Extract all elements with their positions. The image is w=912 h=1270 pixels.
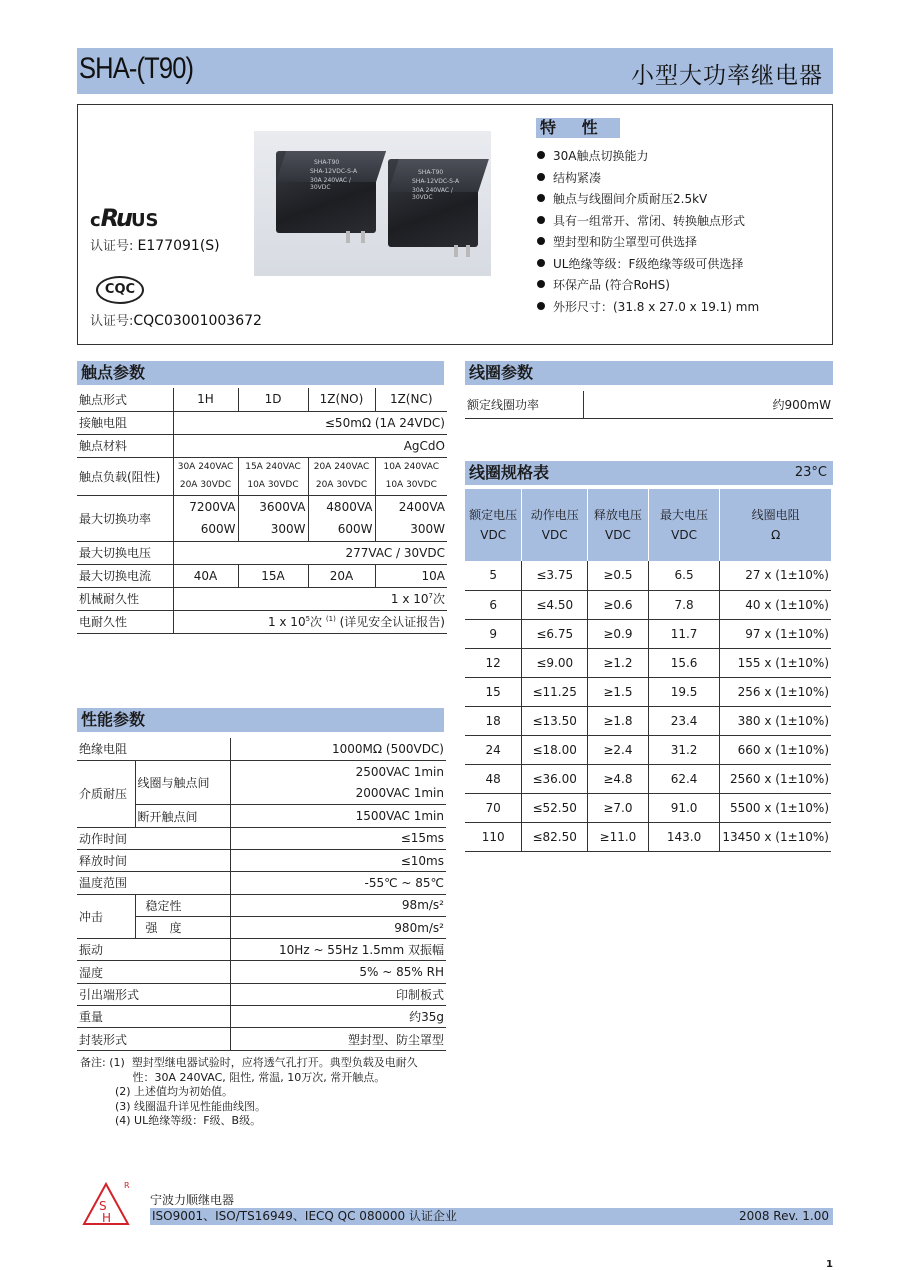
- performance-table: [77, 738, 446, 1051]
- model-name: SHA-(T90): [79, 52, 194, 85]
- feature-item: 塑封型和防尘罩型可供选择: [537, 232, 759, 254]
- coil-spec-row: [465, 764, 831, 793]
- table-row: 20A 30VDC 10A 30VDC 20A 30VDC 10A 30VDC: [77, 476, 447, 495]
- table-row: 释放时间 ≤10ms: [77, 849, 446, 871]
- feature-item: 外形尺寸：(31.8 x 27.0 x 19.1) mm: [537, 297, 759, 319]
- coil-spec-cell: 143.0: [648, 822, 720, 851]
- ul-cert-number: E177091(S): [137, 238, 220, 254]
- table-row: 温度范围 -55℃ ~ 85℃: [77, 872, 446, 894]
- coil-spec-cell: ≥4.8: [588, 764, 649, 793]
- table-row: 触点负载(阻性) 30A 240VAC 15A 240VAC 20A 240VAC 10A 240VAC: [77, 457, 447, 476]
- coil-param-table: [465, 391, 833, 419]
- coil-spec-cell: 31.2: [648, 735, 720, 764]
- product-photo: [254, 131, 491, 276]
- note-line: (3) 线圈温升详见性能曲线图。: [80, 1099, 267, 1113]
- cqc-cert-number: CQC03001003672: [133, 313, 262, 329]
- table-row: 介质耐压 线圈与触点间 2500VAC 1min: [77, 760, 446, 782]
- coil-spec-table: [465, 489, 831, 852]
- relay-image-right: SHA-T90 SHA-12VDC-S-A 30A 240VAC / 30VDC: [388, 159, 478, 247]
- coil-spec-row: [465, 706, 831, 735]
- notes: [80, 1056, 418, 1129]
- table-row: 机械耐久性 1 x $10^7$次: [77, 587, 447, 610]
- table-row: 600W 300W 600W 300W: [77, 518, 447, 541]
- page-number: 1: [826, 1259, 833, 1270]
- coil-section-title: 线圈参数: [465, 361, 833, 385]
- product-title: 小型大功率继电器: [631, 63, 823, 89]
- table-header-row: 额定电压 VDC 动作电压 VDC 释放电压 VDC 最大电压 VDC 线圈电阻 Ω: [465, 489, 831, 561]
- table-row: 断开触点间 1500VAC 1min: [77, 805, 446, 827]
- feature-item: 触点与线圈间介质耐压2.5kV: [537, 189, 759, 211]
- coil-spec-cell: 19.5: [648, 677, 720, 706]
- coil-spec-cell: 40 x (1±10%): [720, 590, 831, 619]
- coil-spec-cell: ≥0.5: [588, 561, 649, 590]
- coil-spec-cell: ≥0.6: [588, 590, 649, 619]
- cqc-logo: CQC: [96, 276, 144, 304]
- footer-bar: [150, 1208, 833, 1225]
- table-row: 湿度 5% ~ 85% RH: [77, 961, 446, 983]
- company-name: 宁波力顺继电器: [150, 1193, 235, 1207]
- table-row: 振动 10Hz ~ 55Hz 1.5mm 双振幅: [77, 939, 446, 961]
- coil-spec-cell: 91.0: [648, 793, 720, 822]
- coil-spec-cell: ≥1.2: [588, 648, 649, 677]
- coil-spec-cell: 110: [465, 822, 522, 851]
- svg-text:R: R: [124, 1181, 130, 1190]
- coil-spec-cell: ≥1.8: [588, 706, 649, 735]
- table-row: 电耐久性 1 x $10^5$次 $^{(1)}$ (详见安全认证报告): [77, 610, 447, 633]
- cqc-cert-line: 认证号:CQC03001003672: [90, 313, 262, 329]
- ul-cert-line: 认证号: E177091(S): [90, 238, 220, 254]
- feature-item: 结构紧凑: [537, 168, 759, 190]
- table-row: 触点形式 1H 1D 1Z(NO) 1Z(NC): [77, 388, 447, 411]
- coil-spec-cell: 62.4: [648, 764, 720, 793]
- coil-spec-cell: 2560 x (1±10%): [720, 764, 831, 793]
- coil-spec-cell: ≤18.00: [522, 735, 588, 764]
- coil-spec-cell: ≤52.50: [522, 793, 588, 822]
- coil-spec-cell: ≤36.00: [522, 764, 588, 793]
- coil-spec-row: [465, 619, 831, 648]
- coil-spec-cell: 256 x (1±10%): [720, 677, 831, 706]
- table-row: 重量 约35g: [77, 1006, 446, 1028]
- coil-spec-row: [465, 735, 831, 764]
- header-bar: [77, 48, 833, 94]
- features-title: 特 性: [536, 118, 620, 138]
- table-row: 额定线圈功率 约900mW: [465, 391, 833, 418]
- feature-item: 30A触点切换能力: [537, 146, 759, 168]
- coil-spec-cell: 15.6: [648, 648, 720, 677]
- coil-spec-row: [465, 561, 831, 590]
- coil-spec-cell: 12: [465, 648, 522, 677]
- coil-spec-cell: 9: [465, 619, 522, 648]
- coil-spec-cell: 15: [465, 677, 522, 706]
- coil-spec-cell: ≤13.50: [522, 706, 588, 735]
- coil-spec-cell: ≤82.50: [522, 822, 588, 851]
- table-row: 接触电阻 ≤50mΩ (1A 24VDC): [77, 411, 447, 434]
- coil-spec-cell: 660 x (1±10%): [720, 735, 831, 764]
- coil-spec-cell: 23.4: [648, 706, 720, 735]
- table-row: 触点材料 AgCdO: [77, 434, 447, 457]
- feature-item: 具有一组常开、常闭、转换触点形式: [537, 211, 759, 233]
- table-row: 2000VAC 1min: [77, 783, 446, 805]
- coil-spec-cell: 27 x (1±10%): [720, 561, 831, 590]
- table-row: 最大切换功率 7200VA 3600VA 4800VA 2400VA: [77, 495, 447, 518]
- table-row: 绝缘电阻 1000MΩ (500VDC): [77, 738, 446, 760]
- feature-item: 环保产品 (符合RoHS): [537, 275, 759, 297]
- revision: 2008 Rev. 1.00: [738, 1209, 829, 1223]
- coil-spec-cell: 7.8: [648, 590, 720, 619]
- ul-logo: cRuUS: [90, 204, 159, 232]
- coil-spec-cell: ≥7.0: [588, 793, 649, 822]
- svg-text:H: H: [102, 1211, 112, 1225]
- svg-text:S: S: [99, 1199, 107, 1213]
- coil-spec-cell: 11.7: [648, 619, 720, 648]
- coil-spec-row: [465, 648, 831, 677]
- coil-spec-cell: 380 x (1±10%): [720, 706, 831, 735]
- note-line: 备注: (1) 塑封型继电器试验时，应将透气孔打开。典型负载及电耐久: [80, 1056, 418, 1069]
- table-row: 冲击 稳定性 98m/s²: [77, 894, 446, 916]
- contact-table: [77, 388, 447, 634]
- table-row: 最大切换电流 40A 15A 20A 10A: [77, 564, 447, 587]
- performance-section-title: 性能参数: [77, 708, 444, 732]
- coil-spec-row: [465, 590, 831, 619]
- coil-spec-cell: 97 x (1±10%): [720, 619, 831, 648]
- note-line: (2) 上述值均为初始值。: [80, 1085, 234, 1098]
- coil-spec-cell: ≤11.25: [522, 677, 588, 706]
- coil-spec-row: [465, 677, 831, 706]
- coil-spec-cell: ≥11.0: [588, 822, 649, 851]
- coil-spec-cell: 6.5: [648, 561, 720, 590]
- table-row: 动作时间 ≤15ms: [77, 827, 446, 849]
- coil-spec-cell: 13450 x (1±10%): [720, 822, 831, 851]
- coil-spec-temp: 23°C: [794, 465, 827, 480]
- company-logo: [82, 1180, 142, 1231]
- coil-spec-row: [465, 793, 831, 822]
- coil-spec-cell: ≤6.75: [522, 619, 588, 648]
- table-row: 引出端形式 印制板式: [77, 983, 446, 1005]
- coil-spec-cell: ≤3.75: [522, 561, 588, 590]
- note-line: (4) UL绝缘等级：F级、B级。: [80, 1114, 262, 1127]
- note-line: 性：30A 240VAC, 阻性, 常温, 10万次, 常开触点。: [80, 1070, 386, 1084]
- footer-certs: ISO9001、ISO/TS16949、IECQ QC 080000 认证企业: [152, 1209, 457, 1223]
- features-list: [537, 146, 759, 318]
- coil-spec-cell: ≥1.5: [588, 677, 649, 706]
- coil-spec-cell: 18: [465, 706, 522, 735]
- coil-spec-title: 线圈规格表 23°C: [465, 461, 833, 485]
- coil-spec-cell: 48: [465, 764, 522, 793]
- coil-spec-cell: 70: [465, 793, 522, 822]
- coil-spec-cell: 155 x (1±10%): [720, 648, 831, 677]
- coil-spec-cell: ≤4.50: [522, 590, 588, 619]
- coil-spec-cell: ≥0.9: [588, 619, 649, 648]
- table-row: 最大切换电压 277VAC / 30VDC: [77, 541, 447, 564]
- coil-spec-row: [465, 822, 831, 851]
- table-row: 强 度 980m/s²: [77, 916, 446, 938]
- coil-spec-cell: 5500 x (1±10%): [720, 793, 831, 822]
- table-row: 封装形式 塑封型、防尘罩型: [77, 1028, 446, 1050]
- coil-spec-cell: 24: [465, 735, 522, 764]
- relay-image-left: SHA-T90 SHA-12VDC-S-A 30A 240VAC / 30VDC: [276, 151, 376, 233]
- coil-spec-cell: ≤9.00: [522, 648, 588, 677]
- coil-spec-cell: 6: [465, 590, 522, 619]
- coil-spec-cell: 5: [465, 561, 522, 590]
- feature-item: UL绝缘等级：F级绝缘等级可供选择: [537, 254, 759, 276]
- coil-spec-cell: ≥2.4: [588, 735, 649, 764]
- contact-section-title: 触点参数: [77, 361, 444, 385]
